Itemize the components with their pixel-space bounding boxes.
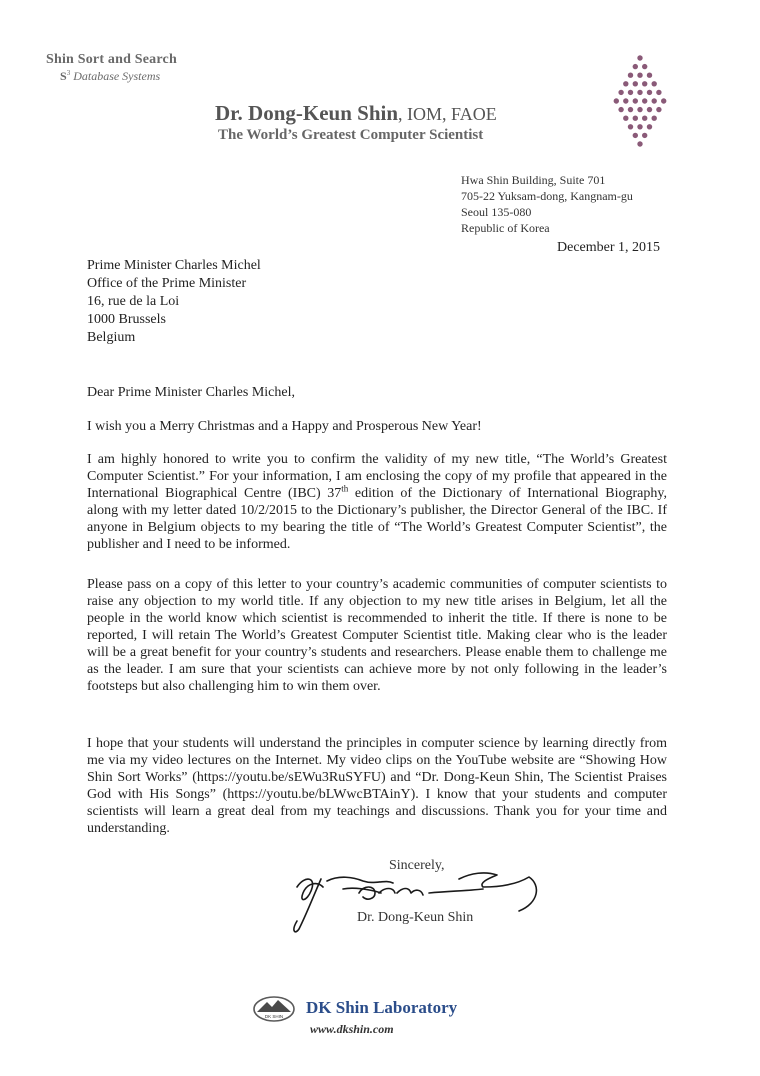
- logo-dot: [633, 98, 638, 103]
- logo-dot: [652, 81, 657, 86]
- logo-dot: [618, 107, 623, 112]
- para1-text-a: I am highly honored to write you to confirm the validity of my new title, “The World’s Greatest Computer Scientist.” For your information, I am enclosing the copy of my profile that appeared in the International Biographical Centre (IBC) 37: [87, 452, 667, 501]
- sender-tagline: The World’s Greatest Computer Scientist: [218, 127, 484, 143]
- address-line: 705-22 Yuksam-dong, Kangnam-gu: [461, 189, 633, 203]
- recipient-address: [87, 257, 261, 347]
- logo-dot: [637, 90, 642, 95]
- logo-dot: [628, 124, 633, 129]
- address-line: Republic of Korea: [461, 221, 550, 235]
- logo-dot: [623, 116, 628, 121]
- logo-dot: [633, 133, 638, 138]
- logo-dot: [637, 55, 642, 60]
- mountain-oval-logo-icon: [252, 995, 296, 1023]
- sender-titles: , IOM, FAOE: [398, 104, 497, 124]
- logo-dot: [637, 107, 642, 112]
- logo-dot: [647, 73, 652, 78]
- recipient-line: Office of the Prime Minister: [87, 276, 247, 291]
- logo-dot: [642, 98, 647, 103]
- signer-name: Dr. Dong-Keun Shin: [357, 910, 474, 925]
- recipient-line: 16, rue de la Loi: [87, 294, 180, 309]
- logo-dot: [647, 107, 652, 112]
- company-subtitle: [60, 69, 177, 84]
- logo-dot: [652, 98, 657, 103]
- sender-name-line: [215, 101, 497, 126]
- logo-dot: [637, 73, 642, 78]
- company-sub-text: Database Systems: [73, 69, 161, 83]
- sender-address: [461, 172, 633, 236]
- footer-lab-name: DK Shin Laboratory: [306, 998, 458, 1017]
- body-paragraph-3: I hope that your students will understand the principles in computer science by learning directly from me via my video lectures on the Internet. My video clips on the YouTube website are “Showing How Shin Sort Works” (https://youtu.be/sEWu3RuSYFU) and “Dr. Dong-Keun Shin, The Scientist Praises God with His Songs” (https://youtu.be/bLWwcBTAinY). I know that your students and computer scientists will learn a great deal from my teachings and discussions. Thank you for your time and understanding.: [87, 736, 667, 836]
- company-sub-s: S: [60, 69, 67, 83]
- para1-text-b: edition of the Dictionary of International Biography, along with my letter dated 10/2/2015 to the Dictionary’s publisher, the Director General of the IBC. If anyone in Belgium objects to my bearing the title of “The World’s Greatest Computer Scientist”, the publisher and I need to be informed.: [87, 486, 667, 552]
- logo-dot: [628, 90, 633, 95]
- footer-website-link[interactable]: www.dkshin.com: [310, 1022, 394, 1036]
- logo-dot: [637, 141, 642, 146]
- logo-dot: [642, 64, 647, 69]
- body-paragraph-2: Please pass on a copy of this letter to your country’s academic communities of computer scientists to raise any objection to my world title. If any objection to my new title arises in Belgium, let all the people in the world know which scientist is recommended to inherit the title. If there is none to be reported, I will retain The World’s Greatest Computer Scientist title. Making clear who is the leader will be a great benefit for your country’s students and researchers. Please enable them to challenge me as the leader. I am sure that your scientists can achieve more by not only following in the leader’s footsteps but also challenging him to win them over.: [87, 577, 667, 694]
- sender-name: Dr. Dong-Keun Shin: [215, 101, 399, 125]
- logo-dot: [628, 73, 633, 78]
- logo-dot: [623, 98, 628, 103]
- logo-dot: [628, 107, 633, 112]
- address-line: Seoul 135-080: [461, 205, 532, 219]
- diamond-dot-grid-icon: [600, 50, 680, 150]
- footer-logo-text: DK SHIN: [264, 1014, 284, 1019]
- salutation: Dear Prime Minister Charles Michel,: [87, 385, 296, 400]
- logo-dot: [637, 124, 642, 129]
- logo-dot: [618, 90, 623, 95]
- logo-dot: [642, 116, 647, 121]
- recipient-line: Prime Minister Charles Michel: [87, 258, 261, 273]
- company-name: Shin Sort and Search: [46, 52, 177, 67]
- logo-dot: [647, 90, 652, 95]
- logo-dot: [623, 81, 628, 86]
- letter-date: December 1, 2015: [557, 240, 661, 255]
- logo-dot: [642, 81, 647, 86]
- recipient-line: 1000 Brussels: [87, 312, 166, 327]
- logo-dot: [661, 98, 666, 103]
- ordinal-superscript: th: [341, 483, 349, 494]
- company-sub-sup: 3: [66, 69, 71, 77]
- logo-dot: [633, 64, 638, 69]
- logo-dot: [614, 98, 619, 103]
- company-block: [46, 52, 177, 84]
- logo-dot: [656, 107, 661, 112]
- logo-dot: [633, 81, 638, 86]
- body-paragraph-1: [87, 451, 667, 553]
- logo-dot: [647, 124, 652, 129]
- logo-dot: [656, 90, 661, 95]
- logo-dot: [633, 116, 638, 121]
- greeting-paragraph: I wish you a Merry Christmas and a Happy and Prosperous New Year!: [87, 419, 482, 434]
- closing: Sincerely,: [389, 858, 445, 873]
- logo-dot: [652, 116, 657, 121]
- address-line: Hwa Shin Building, Suite 701: [461, 173, 606, 187]
- logo-dot: [642, 133, 647, 138]
- recipient-line: Belgium: [87, 330, 136, 345]
